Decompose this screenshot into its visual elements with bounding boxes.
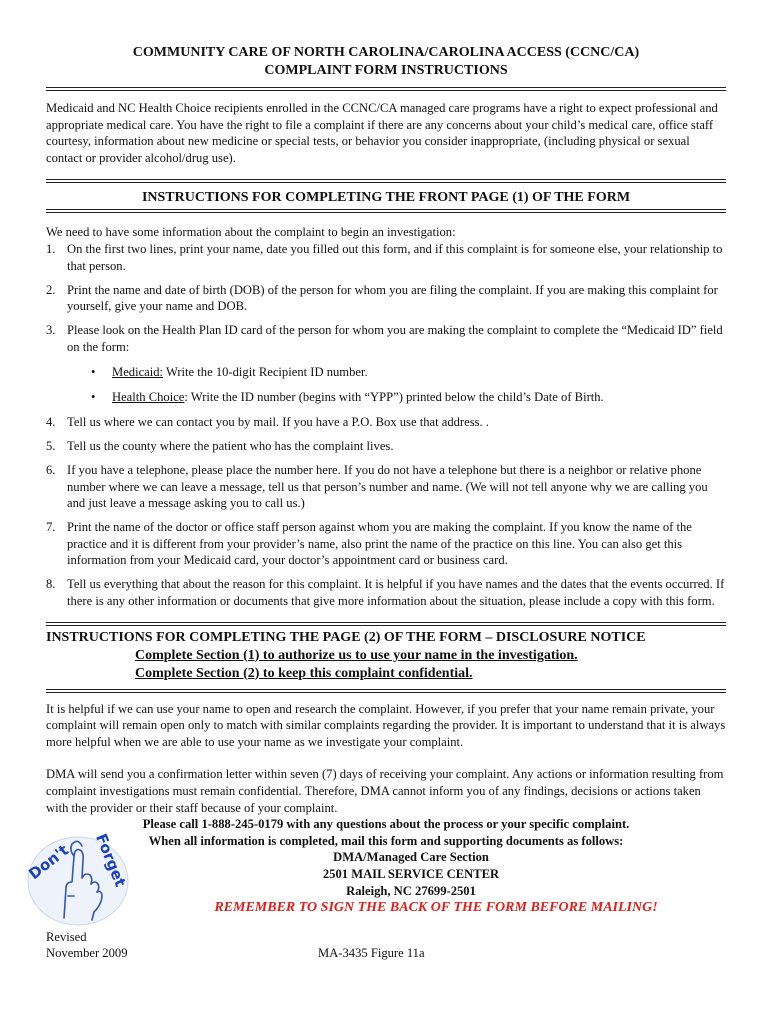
step-item — [46, 576, 726, 609]
steps-list — [46, 241, 726, 356]
section1-lead: We need to have some information about the complaint to begin an investigation: — [46, 225, 456, 240]
bullet-text: : Write the ID number (begins with “YPP”) printed below the child’s Date of Birth. — [184, 390, 604, 405]
badge-text-dont: Don't — [25, 841, 72, 884]
step-number: 7. — [46, 520, 56, 535]
step-item — [46, 414, 726, 431]
step-item — [46, 322, 726, 355]
step-text: On the first two lines, print your name, date you filled out this form, and if this complaint is for someone else, your relationship to that person. — [67, 241, 723, 273]
divider — [46, 87, 726, 91]
disclosure-paragraph: It is helpful if we can use your name to open and research the complaint. However, if you prefer that your name remain private, your complaint will remain open only to match with similar complaints regarding the provider. It is important to understand that it is always more helpful when we are able to use your name as we investigate your complaint. — [46, 701, 726, 749]
mail-line: When all information is completed, mail this form and supporting documents as follows: — [148, 833, 624, 848]
step-text: Print the name of the doctor or office staff person against whom you are making the complaint. If you know the name of the practice and it is different from your provider’s name, also print the name of the practice on this line. You can also get this information from your Medicaid card, your doctor’s appointment card or business card. — [67, 520, 692, 568]
divider — [46, 179, 726, 183]
step-number: 6. — [46, 462, 56, 477]
sign-reminder: REMEMBER TO SIGN THE BACK OF THE FORM BEFORE MAILING! — [214, 900, 658, 916]
document-page — [46, 44, 726, 917]
bullet-label: Health Choice — [112, 390, 185, 405]
step-text: Please look on the Health Plan ID card of the person for whom you are making the complaint to complete the “Medicaid ID” field on the form: — [67, 323, 723, 354]
address-line-1: DMA/Managed Care Section — [333, 850, 489, 865]
steps-list-continued — [46, 414, 726, 610]
step-text: Print the name and date of birth (DOB) of the person for whom you are filing the complaint. If you are making this complaint for yourself, give your name and DOB. — [67, 282, 718, 314]
title-line-1: COMMUNITY CARE OF NORTH CAROLINA/CAROLINA ACCESS (CCNC/CA) — [132, 45, 640, 60]
section2-sub1: Complete Section (1) to authorize us to use your name in the investigation. — [135, 647, 578, 663]
step-text: Tell us everything that about the reason for this complaint. It is helpful if you have names and the dates that the events occurred. If there is any other information or documents that give more information about the situation, please include a copy with this form. — [67, 577, 725, 609]
id-bullets — [46, 364, 726, 406]
step-number: 3. — [46, 323, 56, 338]
address-line-3: Raleigh, NC 27699-2501 — [346, 883, 476, 898]
section2-sub2: Complete Section (2) to keep this complaint confidential. — [135, 665, 473, 681]
step-item — [46, 519, 726, 569]
step-text: Tell us the county where the patient who has the complaint lives. — [67, 438, 394, 453]
step-item — [46, 241, 726, 274]
step-item — [46, 438, 726, 455]
step-text: Tell us where we can contact you by mail. If you have a P.O. Box use that address. . — [67, 414, 489, 429]
document-title — [46, 44, 726, 79]
step-number: 4. — [46, 414, 56, 429]
divider — [46, 209, 726, 213]
section1-heading: INSTRUCTIONS FOR COMPLETING THE FRONT PAGE (1) OF THE FORM — [141, 190, 631, 206]
badge-text-forget: Forget — [92, 831, 130, 890]
revised-label: Revised — [46, 930, 87, 944]
bullet-icon: • — [91, 390, 96, 405]
dont-forget-badge — [22, 826, 134, 928]
bullet-label: Medicaid: — [112, 364, 164, 379]
bullet-text: Write the 10-digit Recipient ID number. — [163, 364, 368, 379]
bullet-medicaid — [46, 364, 726, 381]
bullet-health-choice — [46, 389, 726, 406]
form-id: MA-3435 Figure 11a — [318, 946, 425, 960]
step-text: If you have a telephone, please place the number here. If you do not have a telephone but there is a neighbor or relative phone number where we can leave a message, tell us that person’s number and name. (We will not tell anyone why we are calling you and just leave a message asking you to call us.) — [67, 462, 708, 511]
step-item — [46, 282, 726, 315]
step-number: 5. — [46, 438, 56, 453]
revised-date: November 2009 — [46, 946, 128, 960]
address-line-2: 2501 MAIL SERVICE CENTER — [322, 867, 500, 881]
step-number: 8. — [46, 577, 56, 592]
section2-heading: INSTRUCTIONS FOR COMPLETING THE PAGE (2) OF THE FORM – DISCLOSURE NOTICE — [46, 629, 646, 645]
step-item — [46, 462, 726, 512]
revision-note — [46, 929, 128, 961]
step-number: 2. — [46, 282, 56, 297]
confirmation-paragraph: DMA will send you a confirmation letter within seven (7) days of receiving your complaint. Any actions or information resulting from complaint investigations must remain confidential. Therefore, DMA cannot inform you of any findings, decisions or actions taken with the provider or their staff because of your complaint. — [46, 767, 724, 815]
divider — [46, 689, 726, 693]
call-line: Please call 1-888-245-0179 with any questions about the process or your specific complaint. — [142, 817, 630, 832]
divider — [46, 622, 726, 626]
dont-forget-icon — [22, 826, 134, 928]
step-number: 1. — [46, 241, 56, 256]
title-line-2: COMPLAINT FORM INSTRUCTIONS — [264, 62, 508, 78]
intro-paragraph: Medicaid and NC Health Choice recipients enrolled in the CCNC/CA managed care programs have a right to expect professional and appropriate medical care. You have the right to file a complaint if there are any concerns about your child’s medical care, office staff courtesy, information about new medicine or special tests, or behavior you consider inappropriate, (including physical or sexual contact or provider alcohol/drug use). — [46, 101, 718, 165]
bullet-icon: • — [91, 364, 96, 379]
